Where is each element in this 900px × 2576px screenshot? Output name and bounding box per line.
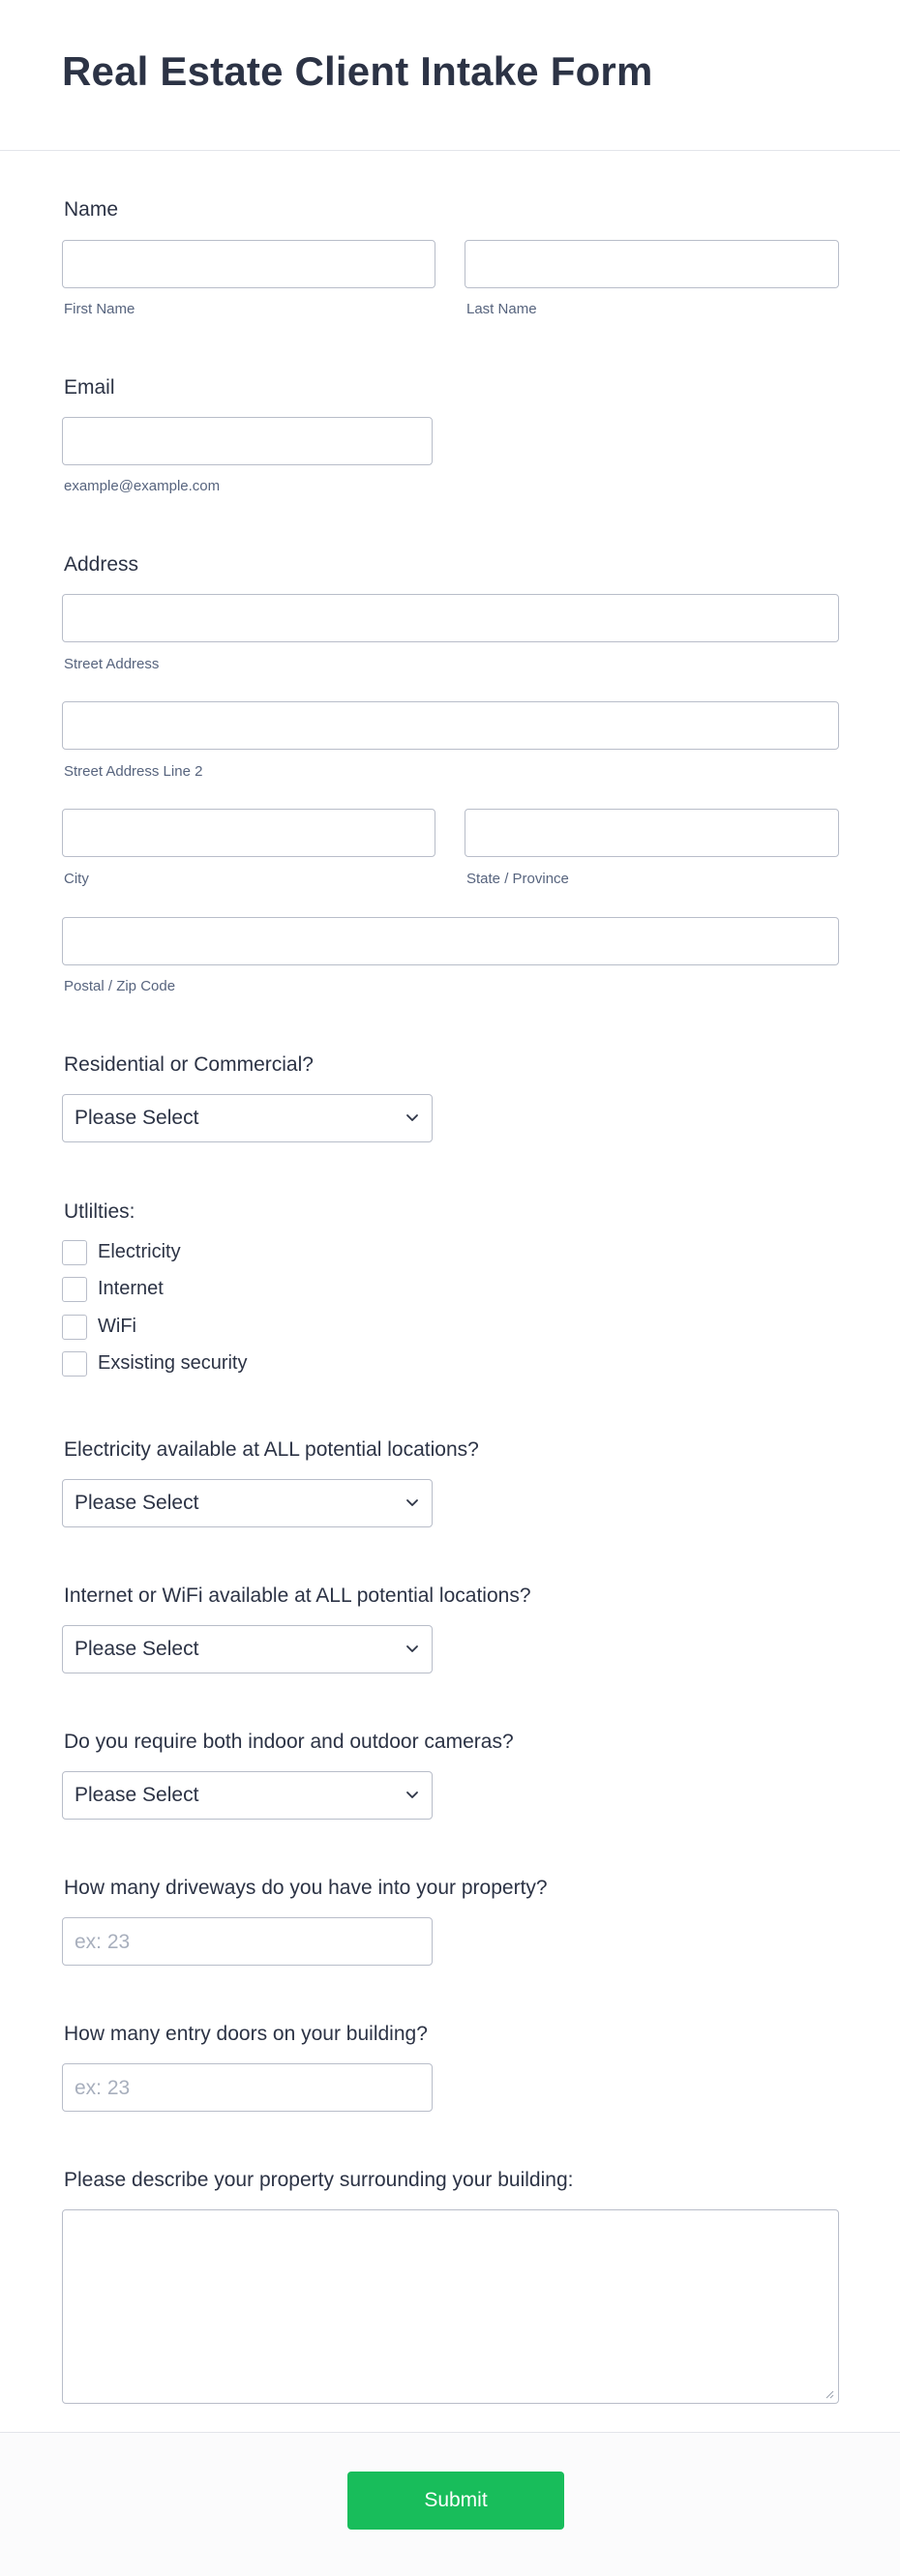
internet-availability-select[interactable] (62, 1625, 433, 1673)
form-footer (0, 2432, 900, 2576)
street-address-line2-input[interactable] (62, 701, 839, 750)
city-sublabel: City (64, 871, 89, 887)
surroundings-label: Please describe your property surrounding your building: (64, 2169, 574, 2191)
last-name-input[interactable] (465, 240, 839, 288)
form-header (0, 0, 900, 151)
address-label: Address (64, 553, 139, 576)
street-address-input[interactable] (62, 594, 839, 642)
utilities-label: Utlilties: (64, 1200, 135, 1223)
checkbox-label: Exsisting security (98, 1352, 248, 1374)
driveways-input[interactable] (62, 1917, 433, 1966)
form-title: Real Estate Client Intake Form (62, 48, 653, 94)
name-label: Name (64, 198, 119, 221)
state-sublabel: State / Province (466, 871, 569, 887)
cameras-label: Do you require both indoor and outdoor cameras? (64, 1731, 514, 1753)
entry-doors-input[interactable] (62, 2063, 433, 2112)
entry-doors-placeholder: ex: 23 (75, 2077, 131, 2099)
checkbox[interactable] (62, 1315, 87, 1340)
electricity-availability-select[interactable] (62, 1479, 433, 1527)
property-type-label: Residential or Commercial? (64, 1053, 314, 1076)
property-type-select[interactable] (62, 1094, 433, 1142)
city-input[interactable] (62, 809, 435, 857)
email-sublabel: example@example.com (64, 478, 221, 494)
first-name-input[interactable] (62, 240, 435, 288)
electricity-availability-label: Electricity available at ALL potential locations? (64, 1438, 479, 1461)
resize-grip-icon[interactable] (825, 2389, 834, 2399)
checkbox[interactable] (62, 1240, 87, 1265)
email-input[interactable] (62, 417, 433, 465)
internet-availability-value: Please Select (75, 1638, 199, 1660)
chevron-down-icon (403, 1493, 422, 1512)
last-name-sublabel: Last Name (466, 301, 537, 317)
street-address-sublabel: Street Address (64, 656, 160, 672)
property-type-value: Please Select (75, 1107, 199, 1129)
state-input[interactable] (465, 809, 839, 857)
chevron-down-icon (403, 1108, 422, 1127)
zip-code-input[interactable] (62, 917, 839, 965)
surroundings-textarea[interactable] (62, 2209, 839, 2404)
zip-code-sublabel: Postal / Zip Code (64, 978, 176, 994)
submit-button[interactable]: Submit (347, 2472, 564, 2530)
first-name-sublabel: First Name (64, 301, 135, 317)
chevron-down-icon (403, 1639, 422, 1658)
checkbox[interactable] (62, 1351, 87, 1377)
email-label: Email (64, 376, 115, 399)
driveways-label: How many driveways do you have into your property? (64, 1877, 548, 1899)
street-address-line2-sublabel: Street Address Line 2 (64, 763, 203, 780)
internet-availability-label: Internet or WiFi available at ALL potential locations? (64, 1584, 531, 1607)
cameras-value: Please Select (75, 1784, 199, 1806)
checkbox-label: Internet (98, 1278, 164, 1299)
electricity-availability-value: Please Select (75, 1492, 199, 1514)
checkbox[interactable] (62, 1277, 87, 1302)
chevron-down-icon (403, 1785, 422, 1804)
entry-doors-label: How many entry doors on your building? (64, 2023, 428, 2045)
cameras-select[interactable] (62, 1771, 433, 1820)
checkbox-label: WiFi (98, 1316, 136, 1337)
checkbox-label: Electricity (98, 1241, 181, 1262)
driveways-placeholder: ex: 23 (75, 1931, 131, 1953)
